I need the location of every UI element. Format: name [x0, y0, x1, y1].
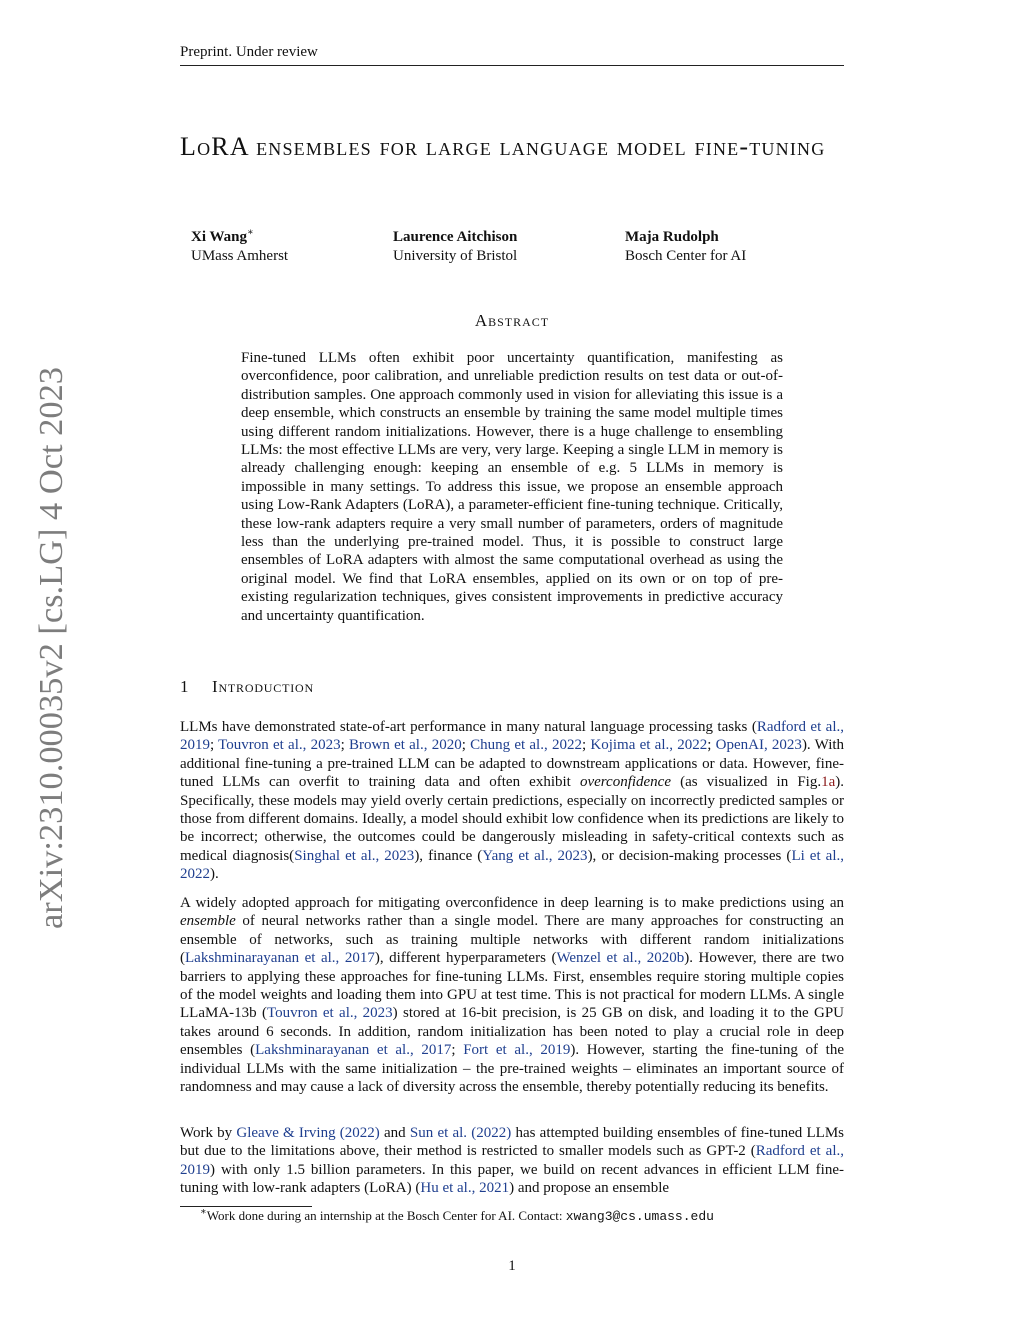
citation-link[interactable]: Brown et al., 2020 — [349, 737, 462, 754]
footnote-text: Work done during an internship at the Bosch Center for AI. Contact: — [206, 1208, 566, 1223]
citation-link[interactable]: Yang et al., 2023 — [482, 847, 588, 864]
author-affiliation: UMass Amherst — [191, 248, 289, 264]
citation-link[interactable]: Fort et al., 2019 — [463, 1042, 571, 1059]
section-heading — [180, 677, 314, 697]
contact-email-link[interactable]: xwang3@cs.umass.edu — [565, 1209, 714, 1224]
abstract-text: Fine-tuned LLMs often exhibit poor uncertainty quantification, manifesting as overconfidence, poor calibration, and unreliable prediction results on test data or out-of-distribution samples. One approach commonly used in vision for alleviating this issue is a deep ensemble, which constructs an ensemble by training the same model multiple times using different random initializations. However, there is a huge challenge to ensembling LLMs: the most effective LLMs are very, very large. Keeping a single LLM in memory is already challenging enough: keeping an ensemble of e.g. 5 LLMs in memory is impossible in many settings. To address this issue, we propose an ensemble approach using Low-Rank Adapters (LoRA), a parameter-efficient fine-tuning technique. Critically, these low-rank adapters require a very small number of parameters, orders of magnitude less than the underlying pre-trained model. Thus, it is possible to construct large ensembles of LoRA adapters with almost the same computational overhead as using the original model. We find that LoRA ensembles, applied on its own or on top of pre-existing regularization techniques, gives consistent improvements in predictive accuracy and uncertainty quantification. — [241, 350, 783, 624]
footnote — [200, 1208, 714, 1225]
running-header: Preprint. Under review — [180, 44, 318, 60]
author-name: Xi Wang — [191, 229, 247, 245]
intro-paragraph-2: A widely adopted approach for mitigating overconfidence in deep learning is to make predictions using an ensemble of neural networks rather than a single model. There are many approaches for constructing an ensemble of networks, such as training multiple networks with different random initializations (Lakshminarayanan et al., 2017), different hyperparameters (Wenzel et al., 2020b). However, there are two barriers to applying these approaches for fine-tuning LLMs. First, ensembles require storing multiple copies of the model weights and loading them into GPU at test time. This is not practical for modern LLMs. A single LLaMA-13b (Touvron et al., 2023) stored at 16-bit precision, is 25 GB on disk, and loading it to the GPU takes around 6 seconds. In addition, random initialization has been noted to play a crucial role in deep ensembles (Lakshminarayanan et al., 2017; Fort et al., 2019). However, starting the fine-tuning of the individual LLMs with the same initialization – the pre-trained weights – eliminates an important source of randomness and may cause a lack of diversity across the ensemble, thereby potentially reducing its benefits. — [180, 895, 844, 1096]
citation-link[interactable]: Lakshminarayanan et al., 2017 — [185, 950, 375, 967]
arxiv-sidebar-stamp — [18, 365, 74, 930]
author-name: Maja Rudolph — [625, 229, 719, 245]
citation-link[interactable]: Li et al., 2022 — [180, 847, 845, 883]
emphasis-text: overconfidence — [579, 774, 671, 791]
page-number: 1 — [508, 1258, 516, 1274]
author-block-2 — [393, 228, 517, 266]
citation-link[interactable]: Hu et al., 2021 — [420, 1180, 510, 1197]
citation-link[interactable]: Kojima et al., 2022 — [590, 737, 708, 754]
arxiv-identifier-text: arXiv:2310.00035v2 [cs.LG] 4 Oct 2023 — [33, 373, 70, 929]
paper-title: LoRA ensembles for large language model fine-tuning — [180, 132, 826, 161]
author-name: Laurence Aitchison — [393, 229, 518, 245]
abstract-heading: Abstract — [474, 311, 550, 330]
citation-link[interactable]: Lakshminarayanan et al., 2017 — [255, 1042, 452, 1059]
author-affiliation: Bosch Center for AI — [625, 248, 747, 264]
citation-link[interactable]: Touvron et al., 2023 — [266, 1005, 393, 1022]
citation-link[interactable]: Singhal et al., 2023 — [294, 847, 415, 864]
citation-link[interactable]: Radford et al., 2019 — [180, 1143, 844, 1178]
citation-link[interactable]: OpenAI, 2023 — [715, 737, 802, 754]
citation-link[interactable]: Gleave & Irving (2022) — [236, 1125, 380, 1141]
author-affiliation: University of Bristol — [393, 248, 518, 264]
author-block-1 — [191, 228, 288, 266]
section-number: 1 — [180, 677, 190, 696]
author-footnote-mark: ∗ — [247, 227, 254, 238]
intro-paragraph-1: LLMs have demonstrated state-of-art performance in many natural language processing tasks (Radford et al., 2019; Touvron et al., 2023; Brown et al., 2020; Chung et al., 2022; Kojima et al., 2022; OpenAI, 2023). With additional fine-tuning a pre-trained LLM can be adapted to downstream applications or data. However, fine-tuned LLMs can overfit to training data and often exhibit overconfidence (as visualized in Fig.1a). Specifically, these models may yield overly certain predictions, especially on incorrectly predicted samples or those from different domains. Ideally, a model should exhibit low confidence when its predictions are likely to be incorrect; otherwise, the outcomes could be dangerously misleading in safety-critical contexts such as medical diagnosis(Singhal et al., 2023), finance (Yang et al., 2023), or decision-making processes (Li et al., 2022). — [180, 719, 845, 883]
emphasis-text: ensemble — [180, 913, 236, 930]
header-rule — [180, 65, 844, 66]
section-title: Introduction — [212, 677, 314, 696]
citation-link[interactable]: Wenzel et al., 2020b — [556, 950, 685, 967]
intro-paragraph-3: Work by Gleave & Irving (2022) and Sun et al. (2022) has attempted building ensembles of fine-tuned LLMs but due to the limitations above, their method is restricted to smaller models such as GPT-2 (Radford et al., 2019) with only 1.5 billion parameters. In this paper, we build on recent advances in efficient LLM fine-tuning with low-rank adapters (LoRA) (Hu et al., 2021) and propose an ensemble — [180, 1125, 844, 1197]
figure-reference-link[interactable]: 1a — [821, 774, 836, 791]
citation-link[interactable]: Touvron et al., 2023 — [218, 737, 341, 754]
citation-link[interactable]: Chung et al., 2022 — [470, 737, 582, 754]
footnote-mark: ∗ — [200, 1206, 207, 1218]
author-block-3 — [625, 228, 746, 266]
citation-link[interactable]: Sun et al. (2022) — [409, 1125, 512, 1141]
citation-link[interactable]: Radford et al., 2019 — [180, 719, 844, 754]
